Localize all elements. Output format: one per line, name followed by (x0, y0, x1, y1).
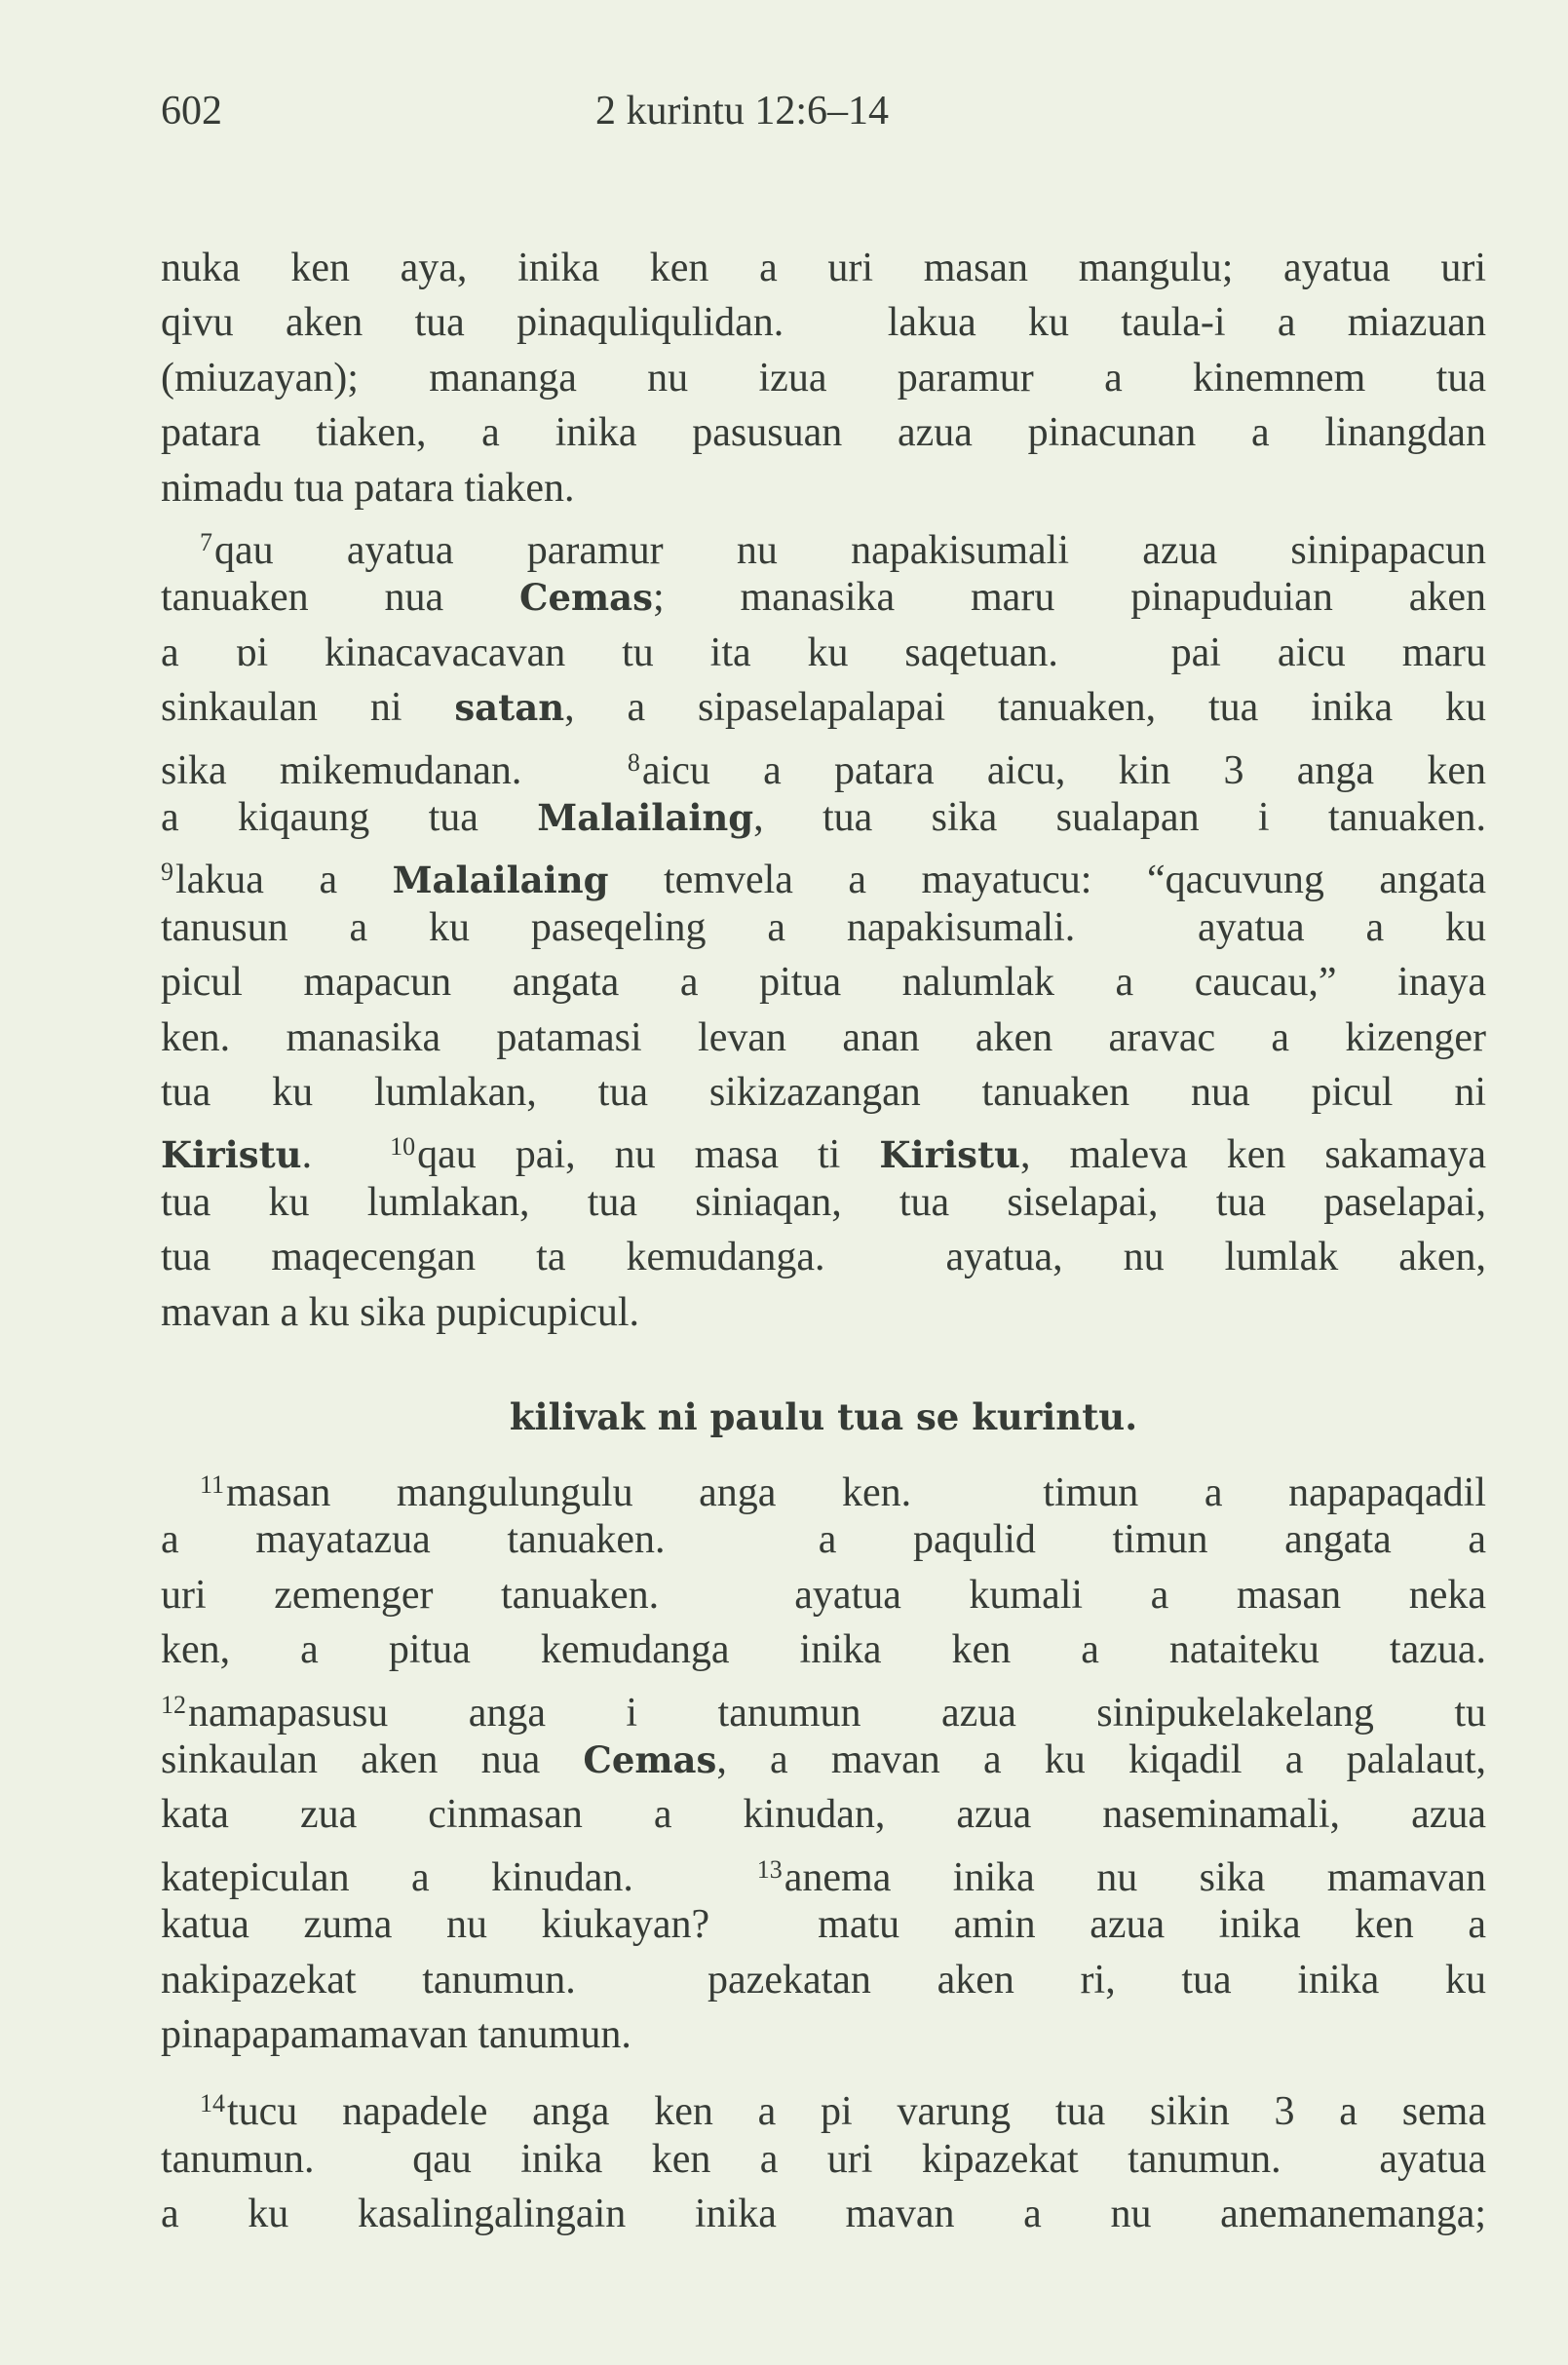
verse-number: 14 (200, 2089, 225, 2118)
text-run: tua ku lumlakan, tua sikizazangan tanuaken nua picul ni (161, 1070, 1486, 1115)
text-line (161, 1733, 1486, 1787)
text-line (161, 900, 1486, 955)
verse-number: 13 (756, 1854, 783, 1884)
text-run: uri zemenger tanuaken. ayatua kumali a masan neka (161, 1572, 1486, 1618)
text-run: nuka ken aya, inika ken a uri masan mangulu; ayatua uri (161, 246, 1486, 290)
text-run: tanusun a ku paseqeling a napakisumali. ayatua a ku (161, 904, 1486, 950)
page-number: 602 (161, 89, 222, 134)
verse-number: 12 (161, 1690, 186, 1719)
text-run: sinkaulan ni (161, 685, 455, 731)
text-line (161, 1843, 1486, 1900)
text-run: masan mangulungulu anga ken. timun a napapaqadil (226, 1470, 1486, 1515)
text-line (161, 1120, 1487, 1178)
text-run: kata zua cinmasan a kinudan, azua naseminamali, azua (161, 1792, 1486, 1838)
text-line (161, 1512, 1486, 1567)
text-line (161, 1787, 1486, 1842)
text-run: tucu napadele anga ken a pi varung tua sikin 3 a sema (227, 2089, 1486, 2135)
text-run: tua ku lumlakan, tua siniaqan, tua siselapai, tua paselapai, (161, 1179, 1486, 1225)
text-line (161, 1953, 1486, 2007)
text-line (161, 1285, 1486, 1340)
text-run: ken, a pitua kemudanga inika ken a nataiteku tazua. (161, 1627, 1486, 1673)
text-run: pinapapamamavan tanumun. (161, 2012, 631, 2057)
text-run: patara tiaken, a inika pasusuan azua pinacunan a linangdan (161, 410, 1486, 456)
text-run: lakua a (175, 858, 393, 903)
text-run: tua maqecengan ta kemudanga. ayatua, nu lumlak aken, (161, 1235, 1486, 1280)
text-line (161, 405, 1486, 460)
text-run: , a mavan a ku kiqadil a palalaut, (716, 1737, 1486, 1782)
text-run: , tua sika sualapan i tanuaken. (753, 795, 1487, 840)
text-run: aicu a patara aicu, kin 3 anga ken (641, 747, 1486, 793)
text-run: sika mikemudanan. (161, 747, 628, 793)
text-line (161, 736, 1486, 793)
verse-number: 10 (390, 1132, 416, 1162)
text-run: sinkaulan aken nua (161, 1737, 584, 1782)
text-run: , maleva ken sakamaya (1019, 1132, 1487, 1178)
text-run: tanumun. qau inika ken a uri kipazekat tanumun. ayatua (161, 2136, 1486, 2182)
verse-number: 8 (627, 747, 640, 777)
text-run: nakipazekat tanumun. pazekatan aken ri, tua inika ku (161, 1957, 1486, 2003)
text-run: a ɒi kinacavacavan tu ita ku saqetuan. pai aicu maru (161, 629, 1486, 675)
verse-number: 9 (161, 858, 173, 887)
text-run: a mayatazua tanuaken. a paqulid timun angata a (161, 1517, 1486, 1563)
text-line (161, 295, 1486, 350)
text-line (161, 1230, 1486, 1284)
text-line (161, 1175, 1486, 1230)
text-run: ; manasika maru pinapuduian aken (652, 575, 1486, 621)
bold-term: Malailaing (392, 858, 609, 902)
running-head: 2 kurintu 12:6–14 (595, 89, 889, 134)
bold-term: Kiristu (879, 1133, 1020, 1177)
bold-term: Cemas (583, 1738, 717, 1781)
bold-term: Malailaing (537, 796, 754, 839)
text-run: temvela a mayatucu: “qacuvung angata (608, 858, 1486, 903)
text-line (161, 790, 1486, 845)
text-line (161, 2077, 1486, 2135)
text-line (161, 241, 1486, 295)
text-run: (miuzayan); mananga nu izua paramur a kinemnem tua (161, 355, 1486, 401)
text-run: a kiqaung tua (161, 795, 538, 840)
text-run: ken. manasika patamasi levan anan aken aravac a kizenger (161, 1014, 1486, 1060)
verse-number: 11 (200, 1470, 225, 1499)
text-line (161, 680, 1486, 735)
text-run: picul mapacun angata a pitua nalumlak a caucau,” inaya (161, 960, 1486, 1006)
text-line (161, 1568, 1486, 1622)
text-line (161, 1897, 1486, 1952)
text-line (161, 515, 1486, 573)
section-heading: kilivak ni paulu tua se kurintu. (509, 1395, 1138, 1438)
text-line (161, 2007, 1486, 2062)
text-line (161, 461, 1486, 515)
text-line (161, 351, 1486, 405)
bold-term: Cemas (519, 576, 653, 620)
verse-number: 7 (200, 528, 212, 556)
text-run: qivu aken tua pinaquliqulidan. lakua ku taula-i a miazuan (161, 300, 1486, 346)
bold-term: satan (454, 686, 565, 730)
bold-term: Kiristu (161, 1133, 302, 1177)
text-line (161, 1458, 1486, 1515)
text-run: tanuaken nua (161, 575, 520, 621)
text-run: namapasusu anga i tanumun azua sinipukelakelang tu (188, 1690, 1486, 1736)
text-line (161, 1622, 1486, 1677)
text-run: katua zuma nu kiukayan? matu amin azua inika ken a (161, 1902, 1486, 1948)
text-line (161, 1011, 1486, 1065)
text-run: qau ayatua paramur nu napakisumali azua sinipapacun (214, 528, 1486, 573)
text-line (161, 955, 1486, 1010)
text-run: qau pai, nu masa ti (417, 1132, 880, 1178)
text-line (161, 626, 1486, 680)
text-run: . (301, 1132, 391, 1178)
text-line (161, 2132, 1486, 2187)
text-line (161, 1065, 1486, 1120)
text-run: , a sipaselapalapai tanuaken, tua inika ku (564, 685, 1486, 731)
text-run: a ku kasalingalingain inika mavan a nu anemanemanga; (161, 2192, 1486, 2237)
text-line (161, 845, 1486, 903)
text-run: nimadu tua patara tiaken. (161, 465, 575, 511)
text-run: mavan a ku sika pupicupicul. (161, 1289, 640, 1335)
text-run: katepiculan a kinudan. (161, 1854, 757, 1900)
text-line (161, 1678, 1486, 1736)
text-line (161, 2187, 1486, 2241)
text-line (161, 570, 1486, 625)
text-run: anema inika nu sika mamavan (784, 1854, 1486, 1900)
